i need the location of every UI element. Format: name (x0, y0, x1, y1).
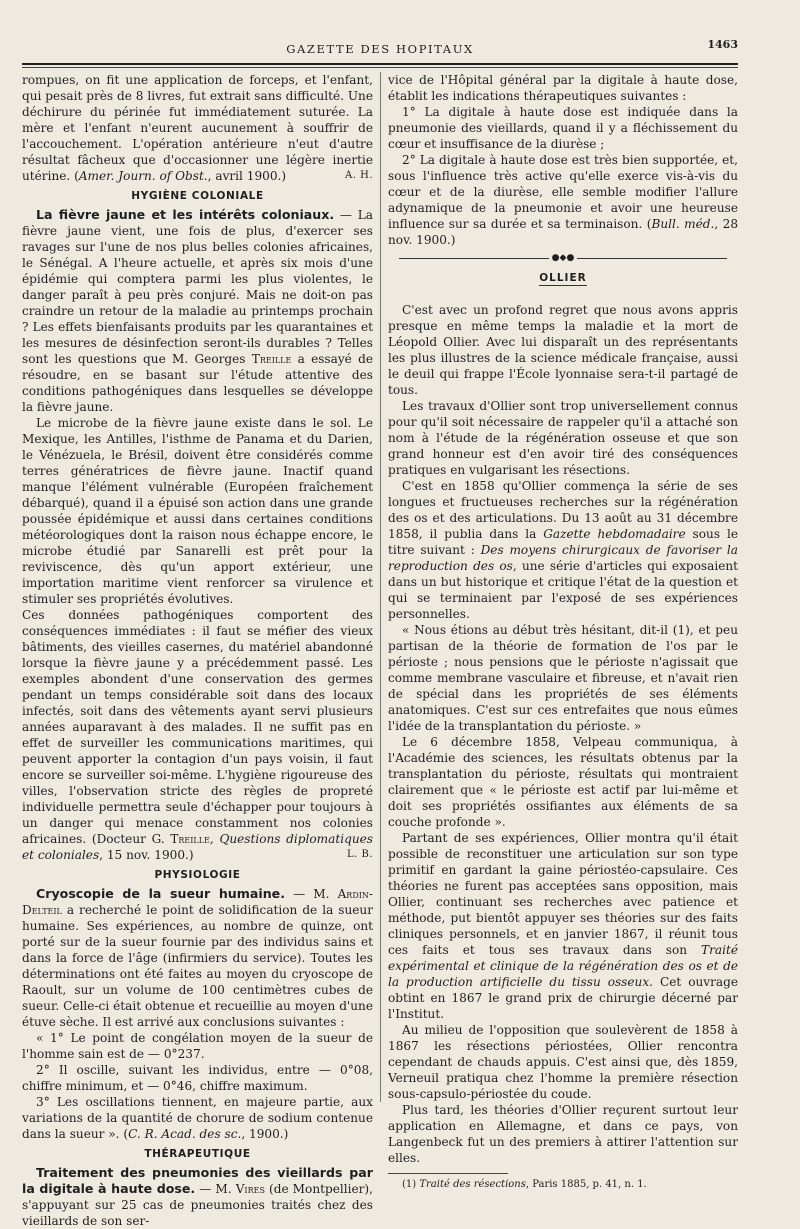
ollier-work-title: Des moyens chirurgicaux de favoriser la reproduction des os (388, 542, 738, 573)
fievre-signature: L. B. (346, 849, 373, 860)
digitale-paragraph-1 (22, 1165, 373, 1229)
cryo-text-3: 3° Les oscillations tiennent, en majeure partie, aux variations de la quantité de chorure de sodium contenue dans la sueur ». ( (22, 1095, 373, 1141)
author-treille: Treille (251, 352, 292, 366)
ollier-text-3-end: , une série d'articles qui exposaient dans un but historique et critique l'état de la question et qui se terminaient par l'exposé de ses expériences personnelles. (388, 558, 738, 621)
ollier-paragraph-1: C'est avec un profond regret que nous avons appris presque en même temps la maladie et la mort de Léopold Ollier. Avec lui disparaît un des représentants les plus illustres de la science médicale française, aussi le deuil qui frappe l'École lyonnaise sera-t-il partagé de tous. (388, 302, 738, 397)
digitale-citation: Bull. méd. (651, 217, 715, 231)
fievre-end: , 15 nov. 1900.) (99, 848, 194, 862)
ollier-paragraph-2: Les travaux d'Ollier sont trop universellement connus pour qu'il soit nécessaire de rappeler qu'il a attaché son nom à l'étude de la régénération osseuse et que son grand honneur est d'en avoir tiré des conséquences pratiques en vulgarisant les résections. (388, 398, 738, 477)
intro-end: , avril 1900.) (207, 169, 287, 183)
author-ardin: Ardin-Delteil (22, 887, 373, 917)
digitale-title: Traitement des pneumonies des vieillards par la digitale à haute dose. (22, 1165, 373, 1196)
digitale-continuation: vice de l'Hôpital général par la digitale à haute dose, établit les indications thérapeutiques suivantes : (388, 73, 738, 103)
ollier-paragraph-8: Plus tard, les théories d'Ollier reçurent surtout leur application en Allemagne, et dans ce pays, von Langenbeck fut un des premiers à attirer l'attention sur elles. (388, 1102, 738, 1165)
header-rule-thick (22, 63, 738, 65)
author-vires: Vires (235, 1182, 265, 1196)
ollier-paragraph-3 (388, 478, 738, 622)
page-header (22, 38, 738, 62)
digitale-text-a: — M. (195, 1182, 236, 1196)
digitale-end: , 28 nov. 1900.) (388, 217, 739, 247)
ollier-traite-title: Traité expérimental et clinique de la régénération des os et de la production artificielle du tissu osseux (388, 942, 738, 989)
fievre-text-1: — La fièvre jaune vient, une fois de plus, d'exercer ses ravages sur l'une de nos plus belles colonies africaines, le Sénégal. A l'heure actuelle, et après six mois d'une épidémie qui comptera parmi les plus violentes, le danger paraît à peu près conjuré. Mais ne doit-on pas craindre un retour de la maladie au printemps prochain ? Les effets bienfaisants produits par les quarantaines et les mesures de désinfection seront-ils durables ? Telles sont les questions que M. Georges (22, 208, 373, 366)
footnote-number: (1) (402, 1178, 420, 1190)
ollier-heading-text: OLLIER (539, 271, 587, 284)
page-number: 1463 (707, 38, 738, 51)
ollier-paragraph-5: Le 6 décembre 1858, Velpeau communiqua, à l'Académie des sciences, les résultats obtenus par la transplantation du périoste, résultats qui montraient clairement que « le périoste est actif par lui-même et doit ses propriétés ossifiantes aux éléments de sa couche profonde ». (388, 734, 738, 829)
header-rule-thin (22, 67, 738, 68)
fievre-paragraph-1 (22, 207, 373, 415)
fievre-text-3a: Ces données pathogéniques comportent des conséquences immédiates : il faut se méfier des vieux bâtiments, des vieilles casernes, du matériel abandonné lorsque la fièvre jaune y a précédemment passé. Les exemples abondent d'une conservation des germes pendant un temps considérable soit dans des locaux infectés, soit dans des vêtements ayant servi plusieurs années auparavant à des malades. Il ne suffit pas en effet de surveiller les communications maritimes, qui peuvent apporter la contagion d'un pays voisin, il faut encore se surveiller soi-même. L'hygiène rigoureuse des villes, l'observation stricte des règles de propreté individuelle permettra seule d'échapper pour toujours à un danger qui menace constamment nos colonies africaines. (Docteur G. (22, 608, 373, 846)
intro-text: rompues, on fit une application de forceps, et l'enfant, qui pesait près de 8 livres, fut extrait sans difficulté. Une déchirure du périnée fut immédiatement suturée. La mère et l'enfant n'eurent aucunement à souffrir de l'accouchement. L'opération antérieure n'eut d'autre résultat fâcheux que d'occasionner une légère inertie utérine. ( (22, 73, 373, 183)
cryo-conclusion-2: 2° Il oscille, suivant les individus, entre — 0°08, chiffre minimum, et — 0°46, chiffre maximum. (22, 1063, 373, 1093)
fievre-citation: Questions diplomatiques et coloniales (22, 832, 373, 862)
journal-title: GAZETTE DES HOPITAUX (286, 42, 474, 56)
digitale-point-2-text: 2° La digitale à haute dose est très bien supportée, et, sous l'influence très active qu'elle exerce vis-à-vis du cœur et de la diurèse, elle semble modifier l'allure adynamique de la pneumonie et avoir une heureuse influence sur sa durée et sa terminaison. ( (388, 153, 738, 231)
ornament-line-right (577, 258, 727, 259)
section-heading-therapeutique: THÉRAPEUTIQUE (144, 1148, 251, 1160)
fievre-paragraph-2: Le microbe de la fièvre jaune existe dans le sol. Le Mexique, les Antilles, l'isthme de Panama et du Darien, le Vénézuela, le Brésil, doivent être considérés comme terres génératrices de fièvre jaune. Inactif quand manque l'élément vulnérable (Européen fraîchement débarqué), quand il a épuisé son action dans une grande poussée épidémique et aussi dans certaines conditions météorologiques dont la raison nous échappe encore, le microbe étudié par Sanarelli est prêt pour la reviviscence, dès qu'un apport extérieur, une importation maritime vient renforcer sa virulence et stimuler ses propriétés évolutives. (22, 416, 373, 606)
column-divider (380, 72, 381, 1102)
footnote-title: Traité des résections (419, 1178, 526, 1190)
footnote-rule (388, 1173, 508, 1174)
ollier-text-3-mid: sous le titre suivant : (388, 526, 738, 557)
cryo-title: Cryoscopie de la sueur humaine. (36, 886, 285, 901)
cryo-text-a: — M. (285, 887, 338, 901)
intro-signature: A. H. (345, 170, 373, 181)
gazette-hebdomadaire: Gazette hebdomadaire (543, 526, 686, 541)
digitale-point-2 (388, 152, 738, 248)
ollier-paragraph-4: « Nous étions au début très hésitant, dit-il (1), et peu partisan de la théorie de formation de l'os par le périoste ; nous pensions que le périoste n'agissait que comme membrane vasculaire et fibreuse, et n'avait rien de spécial dans les propriétés de ses éléments anatomiques. C'est sur ces entrefaites que nous eûmes l'idée de la transplantation du périoste. » (388, 622, 738, 733)
cryo-end: , 1900.) (241, 1127, 289, 1141)
ornament-line-left (399, 258, 549, 259)
fievre-title: La fièvre jaune et les intérêts coloniaux. (36, 207, 335, 222)
cryo-paragraph-1 (22, 886, 373, 1030)
section-heading-physiologie: PHYSIOLOGIE (154, 869, 241, 881)
fievre-sep: , (209, 832, 220, 846)
cryo-conclusion-3 (22, 1094, 373, 1142)
cryo-text-1: a recherché le point de solidification de la sueur humaine. Ses expériences, au nombre de quinze, ont porté sur de la sueur fournie par des individus sains et dans la force de l'âge (infirmiers du service). Toutes les déterminations ont été faites au moyen du cryoscope de Raoult, sur un volume de 100 centimètres cubes de sueur. Celle-ci était obtenue et recueillie au moyen d'une étuve sèche. Il est arrivé aux conclusions suivantes : (22, 903, 373, 1029)
cryo-citation: C. R. Acad. des sc. (128, 1127, 242, 1141)
ollier-paragraph-7: Au milieu de l'opposition que soulevèrent de 1858 à 1867 les résections périostées, Ollier rencontra cependant de chauds appuis. C'est ainsi que, dès 1859, Verneuil pratiqua chez l'homme la première résection sous-capsulo-périostée du coude. (388, 1022, 738, 1101)
ollier-heading (388, 270, 738, 286)
ollier-text-6-end: . Cet ouvrage obtint en 1867 le grand prix de chirurgie décerné par l'Institut. (388, 974, 738, 1021)
ollier-text-3: C'est en 1858 qu'Ollier commença la série de ses longues et fructueuses recherches sur la régénération des os et des articulations. Du 13 août au 31 décembre 1858, il publia dans la (388, 478, 738, 541)
footnote-end: , Paris 1885, p. 41, n. 1. (525, 1178, 647, 1190)
ollier-text-6: Partant de ses expériences, Ollier montra qu'il était possible de reconstituer une articulation sur son type primitif en gardant la gaine périostéo-capsulaire. Ces théories ne furent pas acceptées sans opposition, mais Ollier, continuant ses recherches avec patience et méthode, put bientôt appuyer ses théories sur des faits cliniques personnels, et en janvier 1867, il réunit tous ces faits et tous ses travaux dans son (388, 830, 738, 957)
cryo-conclusion-1: « 1° Le point de congélation moyen de la sueur de l'homme sain est de — 0°237. (22, 1031, 373, 1061)
section-heading-hygiene: HYGIÈNE COLONIALE (131, 190, 264, 202)
intro-paragraph (22, 72, 373, 184)
digitale-point-1: 1° La digitale à haute dose est indiquée dans la pneumonie des vieillards, quand il y a fléchissement du cœur et insuffisance de la diurèse ; (388, 105, 738, 151)
footnote (388, 1178, 738, 1191)
ornament-dots-icon: ●◆● (551, 253, 575, 263)
ollier-paragraph-6 (388, 830, 738, 1022)
section-ornament (388, 253, 738, 264)
fievre-text-1-end: a essayé de résoudre, en se basant sur l'étude attentive des conditions pathogéniques dans lesquelles se développe la fièvre jaune. (22, 352, 373, 414)
right-column (388, 72, 738, 1191)
author-treille-2: Treille (170, 832, 210, 846)
fievre-paragraph-3 (22, 607, 373, 863)
left-column (22, 72, 373, 1229)
digitale-text-1: (de Montpellier), s'appuyant sur 25 cas de pneumonies traités chez des vieillards de son ser- (22, 1182, 373, 1228)
fievre-text-3 (22, 608, 373, 862)
intro-citation: Amer. Journ. of Obst. (78, 169, 208, 183)
